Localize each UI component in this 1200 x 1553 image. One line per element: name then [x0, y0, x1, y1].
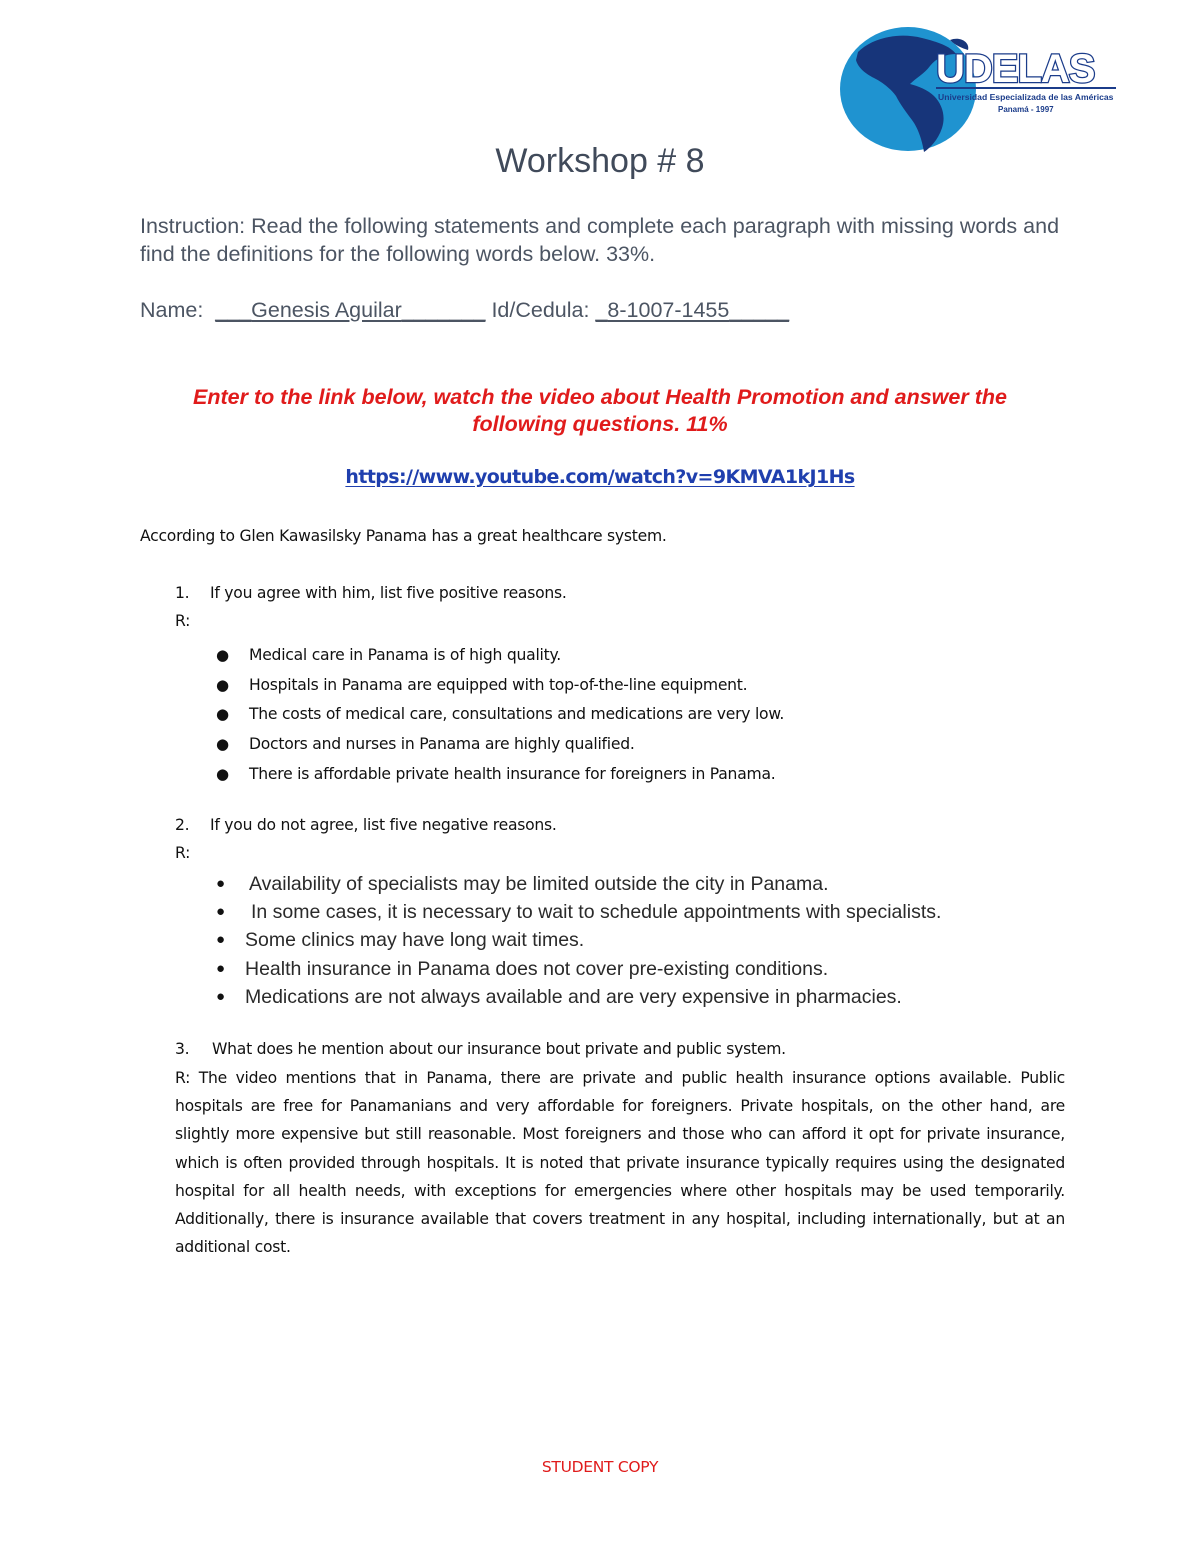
bullet-icon: ● [216, 959, 226, 977]
id-field: _8-1007-1455_____ [595, 298, 790, 322]
list-item: ● Health insurance in Panama does not cover pre-existing conditions. [245, 955, 935, 983]
name-field: ___Genesis Aguilar_______ [215, 298, 486, 322]
footer-label: STUDENT COPY [541, 1458, 659, 1476]
bullet-icon: ● [216, 931, 226, 949]
bullet-icon: ● [216, 987, 226, 1005]
youtube-link[interactable]: https://www.youtube.com/watch?v=9KMVA1kJ1Hs [345, 466, 855, 488]
bullet-icon: ● [216, 764, 229, 783]
name-label: Name: [140, 298, 204, 322]
bullet-icon: ● [216, 646, 229, 664]
bullet-icon: ● [216, 875, 226, 892]
question-1-number: 1. [175, 584, 190, 602]
bullet-icon: ● [216, 735, 229, 754]
question-1-bullet-list [216, 641, 785, 790]
question-3-number: 3. [175, 1040, 190, 1058]
list-item: ● In some cases, it is necessary to wait to schedule appointments with specialists. [251, 898, 941, 926]
logo-subtitle: Universidad Especializada de las Américas [938, 92, 1114, 102]
question-2-text: If you do not agree, list five negative reasons. [210, 816, 557, 834]
list-item: ● Some clinics may have long wait times. [245, 926, 935, 954]
question-2-number: 2. [175, 816, 190, 834]
list-item: ● Doctors and nurses in Panama are highly qualified. [249, 730, 784, 760]
bullet-icon: ● [216, 903, 226, 921]
video-instruction-heading: Enter to the link below, watch the video about Health Promotion and answer the following questions. 11% [193, 385, 1007, 436]
question-2-answer-label: R: [175, 844, 191, 862]
bullet-icon: ● [216, 675, 229, 694]
list-item: ● Medications are not always available and are very expensive in pharmacies. [245, 983, 935, 1011]
list-item: ● Hospitals in Panama are equipped with top-of-the-line equipment. [249, 671, 784, 701]
list-item: ● There is affordable private health insurance for foreigners in Panama. [249, 760, 784, 790]
bullet-icon: ● [216, 705, 229, 724]
question-2-bullet-list [216, 870, 942, 1011]
logo-founding-year: Panamá - 1997 [998, 105, 1054, 114]
list-item: ● The costs of medical care, consultations and medications are very low. [249, 700, 784, 730]
question-3-answer: R: The video mentions that in Panama, there are private and public health insurance options available. Public hospitals are free for Panamanians and very affordable for foreigners. Private hospitals, on the other hand, are slightly more expensive but still reasonable. Most foreigners and those who can afford it opt for private insurance, which is often provided through hospitals. It is noted that private insurance typically requires using the designated hospital for all health needs, with exceptions for emergencies where other hospitals may be used temporarily. Additionally, there is insurance available that covers treatment in any hospital, including internationally, but at an additional cost. [175, 1069, 1065, 1257]
list-item: ● Availability of specialists may be limited outside the city in Panama. [249, 870, 939, 898]
id-value: 8-1007-1455 [607, 298, 730, 322]
instruction-text: Instruction: Read the following statements and complete each paragraph with missing words and find the definitions for the following words below. 33%. [140, 214, 1060, 266]
question-3-text: What does he mention about our insurance bout private and public system. [212, 1040, 786, 1058]
udelas-logo [838, 24, 1128, 154]
intro-statement: According to Glen Kawasilsky Panama has a great healthcare system. [140, 527, 667, 545]
student-info-line [140, 298, 789, 323]
list-item: ● Medical care in Panama is of high quality. [249, 641, 784, 671]
name-value: Genesis Aguilar [251, 298, 402, 322]
question-1-answer-label: R: [175, 612, 191, 630]
id-label: Id/Cedula: [491, 298, 590, 322]
logo-wordmark: UDELAS [936, 47, 1095, 91]
document-title: Workshop # 8 [495, 142, 705, 180]
question-1-text: If you agree with him, list five positive reasons. [210, 584, 567, 602]
